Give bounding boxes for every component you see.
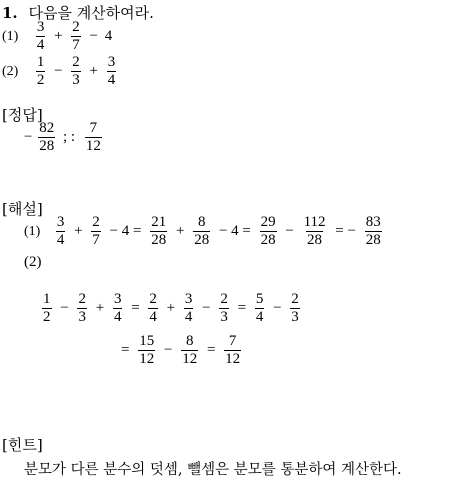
part-label: (1) <box>2 28 19 44</box>
fraction: $\frac{112}{28}$ <box>303 214 326 248</box>
fraction: $\frac{83}{28}$ <box>365 214 381 248</box>
operator: + <box>54 27 63 44</box>
solution-header: [해설] <box>2 200 43 218</box>
fraction: $\frac{3}{4}$ <box>36 19 45 53</box>
fraction: $\frac{1}{2}$ <box>36 54 45 88</box>
fraction: $\frac{3}{4}$ <box>113 291 122 325</box>
integer: 4 <box>104 27 113 44</box>
fraction: $\frac{2}{3}$ <box>220 291 228 325</box>
fraction: $\frac{5}{4}$ <box>255 291 264 325</box>
answer-header: [정답] <box>2 106 43 124</box>
problem-instruction: 다음을 계산하여라. <box>28 4 154 22</box>
problem-part-1 <box>2 20 112 53</box>
fraction: $\frac{2}{3}$ <box>72 54 80 88</box>
answer-values <box>24 121 104 154</box>
solution-line-1: (1) $\frac{3}{4}$ + $\frac{2}{7}$ − 4 = $\frac{21}{28}$ + $\frac{8}{28}$ − 4 = $\frac{29}{28}$ − $\frac{112}{28}$ = − $\frac{83}{28}$ <box>24 214 381 248</box>
operator: − <box>54 62 63 79</box>
separator: ; <box>62 128 68 145</box>
solution-part-2-label: (2) <box>24 254 42 270</box>
minus-sign: − <box>24 128 33 145</box>
hint-text: 분모가 다른 분수의 덧셈, 뺄셈은 분모를 통분하여 계산한다. <box>24 462 402 478</box>
answer-2: $\frac{7}{12}$ <box>85 120 101 154</box>
fraction: $\frac{21}{28}$ <box>151 214 167 248</box>
fraction: $\frac{3}{4}$ <box>56 214 65 248</box>
fraction: $\frac{2}{7}$ <box>72 19 80 53</box>
fraction: $\frac{3}{4}$ <box>184 291 193 325</box>
colon: : <box>70 128 76 145</box>
part-label: (2) <box>2 63 19 79</box>
solution-line-3: = $\frac{15}{12}$ − $\frac{8}{12}$ = $\frac{7}{12}$ <box>121 333 241 367</box>
operator: − <box>89 27 99 44</box>
fraction: $\frac{3}{4}$ <box>107 54 116 88</box>
answer-1: $\frac{82}{28}$ <box>39 120 55 154</box>
fraction: $\frac{2}{3}$ <box>78 291 86 325</box>
problem-number: 1. <box>2 4 18 22</box>
fraction: $\frac{15}{12}$ <box>139 333 155 367</box>
hint-header: [힌트] <box>2 436 43 454</box>
fraction: $\frac{2}{7}$ <box>92 214 100 248</box>
fraction: $\frac{7}{12}$ <box>225 333 241 367</box>
fraction: $\frac{29}{28}$ <box>260 214 276 248</box>
fraction: $\frac{1}{2}$ <box>43 291 51 325</box>
problem-part-2 <box>2 55 118 88</box>
fraction: $\frac{2}{3}$ <box>291 291 299 325</box>
operator: + <box>89 62 99 79</box>
fraction: $\frac{8}{28}$ <box>194 214 210 248</box>
fraction: $\frac{2}{4}$ <box>149 291 157 325</box>
fraction: $\frac{8}{12}$ <box>182 333 198 367</box>
solution-line-2: $\frac{1}{2}$ − $\frac{2}{3}$ + $\frac{3}{4}$ = $\frac{2}{4}$ + $\frac{3}{4}$ − $\frac{2}{3}$ = $\frac{5}{4}$ − $\frac{2}{3}$ <box>43 291 299 325</box>
part-label: (1) <box>24 223 41 239</box>
